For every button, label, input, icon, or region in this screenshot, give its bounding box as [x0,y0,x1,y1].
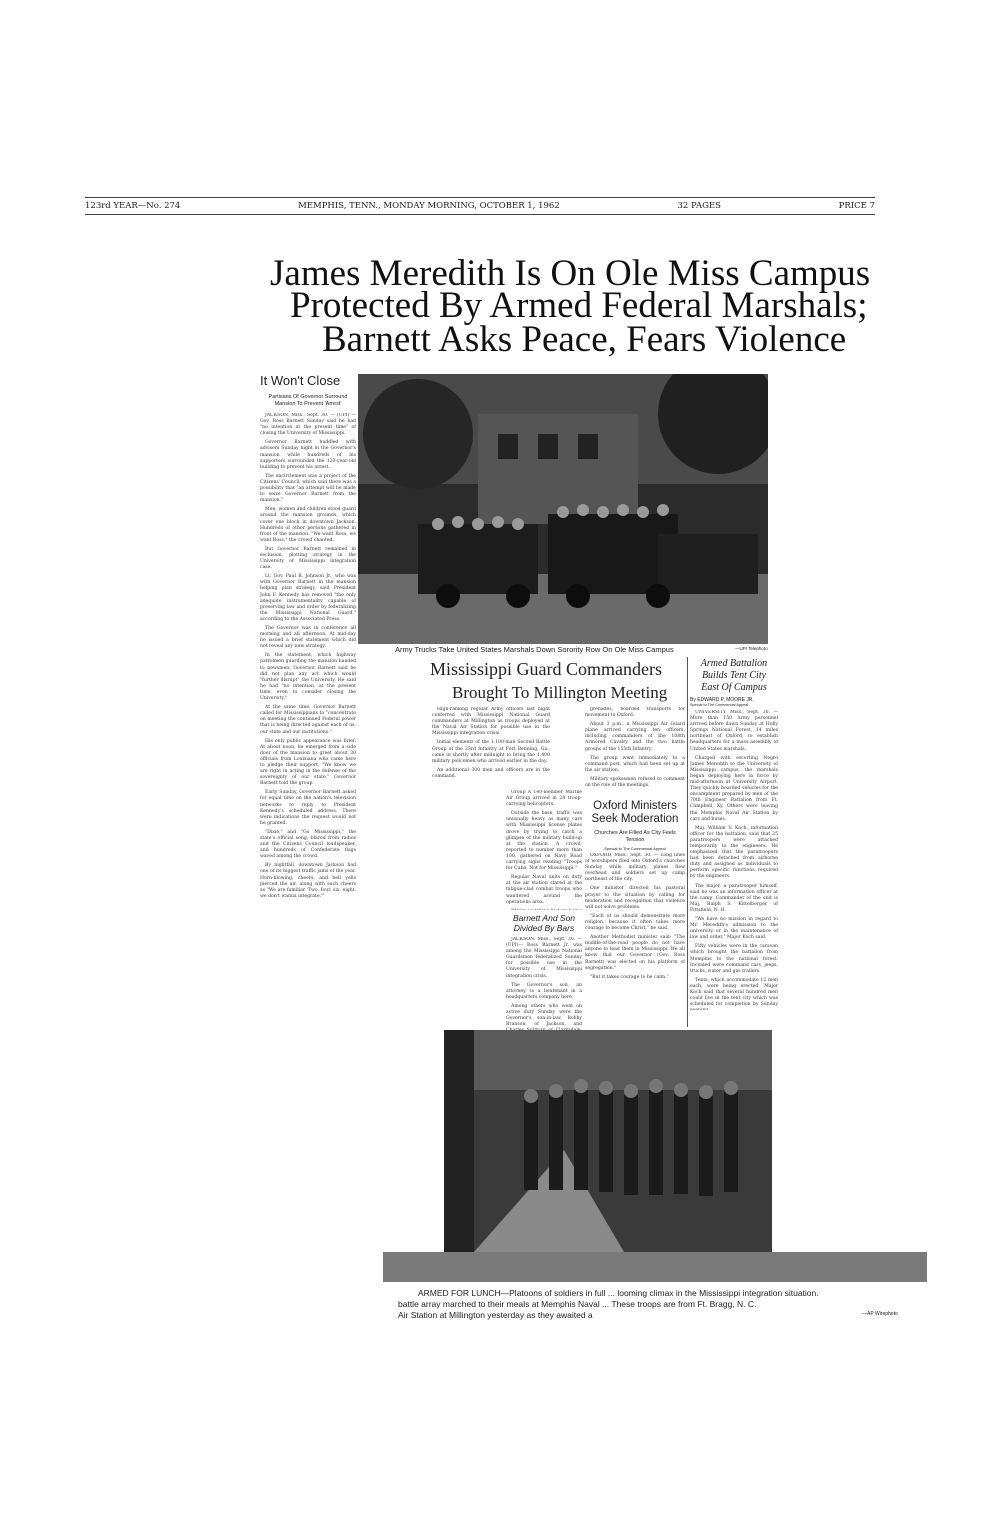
center-story-continued [506,790,582,910]
battalion-title-3: East Of Campus [701,682,767,693]
right-center-continued [585,707,685,797]
left-story [260,373,356,1093]
oxford-body [585,853,685,1013]
left-story-body [260,413,356,1093]
bottom-photo-caption-1: ARMED FOR LUNCH—Platoons of soldiers in full ... looming climax in the Mississippi integration situation. [418,1288,819,1298]
folio-place-date: MEMPHIS, TENN., MONDAY MORNING, OCTOBER 1, 1962 [298,201,560,211]
headline-line-1: James Meredith Is On Ole Miss Campus [270,253,871,294]
paragraph: The encirclement was a project of the Citizens' Council, which said there was a possibility that "an attempt will be made to seize Governor Barnett from the mansion." [260,473,356,504]
armed-battalion-story [690,658,778,1010]
paragraph: Governor Barnett huddled with advisers Sunday night in the Governor's mansion while hundreds of his supporters surrounded the 120-year-old building to prevent his arrest. [260,440,356,470]
paragraph: High-ranking regular Army officers last night conferred with Mississippi National Guard commanders at Millington as troops deployed at the Naval Air Station for possible use in the Mississippi integration crisis. [432,707,550,737]
paragraph: Early Sunday, Governor Barnett asked for equal time on the nation's television networks to reply to President Kennedy's scheduled address. There were indications the request would not be granted. [260,790,356,826]
paragraph: UNIVERSITY, Miss., Sept. 30. — More than 150 Army personnel arrived before dawn Sunday at Holly Springs National Forest, 14 miles northeast of Oxford, to establish headquarters for a mass assembly of United States marshals. [690,710,778,752]
paragraph: In the statement, which highway patrolmen guarding the mansion handed to newsmen, Governor Barnett said he did not plan any act which would "further disrupt" the University. He said he had "no intention, at the present time, even to consider closing the University." [260,653,356,702]
left-story-title: It Won't Close [260,373,341,388]
oxford-title-1: Oxford Ministers [593,800,677,812]
center-story-headline-1: Mississippi Guard Commanders [430,659,662,679]
paragraph: JACKSON, Miss., Sept. 30. —(UPI)— Ross Barnett Jr. was among the Mississippi National Guardsmen federalized Sunday for possible use in the University of Mississippi integration crisis. [506,937,582,979]
left-story-subtitle: Partisans Of Governor Surround Mansion To Prevent 'Arrest' [268,394,348,407]
headline-line-2: Protected By Armed Federal Marshals; [290,285,868,326]
center-story-headline-2: Brought To Millington Meeting [452,683,668,702]
trucks-photo-art [358,374,768,644]
paragraph: The major, a paratrooper himself, said he was an information officer at the camp. Commander of the unit is Maj. Ralph S. Kittelberger of Pittsfield, N. H. [690,883,778,913]
paragraph: At the same time, Governor Barnett called for Mississippians to "concentrate on meeting the continued Federal power that is being directed against each of us, our state and our institutions." [260,705,356,735]
paragraph: JACKSON, Miss., Sept. 30. — (UPI) — Gov. Ross Barnett Sunday said he had "no intention at the present time" of closing the University of Mississippi. [260,413,356,437]
paragraph: Tents, which accommodate 12 men each, were being erected. Major Koch said that several hundred men could live in the tent city which was scheduled for completion by Sunday [690,977,778,1008]
paragraph: Men, women and children stood guard around the mansion grounds, which cover one block in downtown Jackson. Hundreds of other persons gathered in front of the mansion. "We want Ross, we want Ross," the crowd chanted. [260,507,356,543]
paragraph: By nightfall, downtown Jackson had one of its biggest traffic jams of the year. Horn-blowing, cheers, and bell yells pierced the air, along with such cheers as "We are familiar 'Two, four, six, eight, we don't wanna integrate.'" [260,863,356,899]
folio-pages: 32 PAGES [677,201,721,211]
bottom-photo-credit: —AP Wirephoto [862,1311,898,1317]
paragraph: OXFORD, Miss., Sept. 30. — Long lines of worshipers filed into Oxford's churches Sunday while military planes flew overhead and soldiers set up camp northeast of the city. [585,853,685,883]
paragraph: Initial elements of the 1,100-man Second Battle Group of the 23rd Infantry at Fort Benning, Ga., came in shortly after midnight to bring the 1,400 military policemen who arrived earlier in the day. [432,740,550,764]
paragraph: Fifty vehicles were in the caravan which brought the battalion from Memphis to the national forest. Included were command cars, jeeps, trucks, water and gas trailers. [690,944,778,974]
paragraph: One minister directed his pastoral prayer to the situation by calling for moderation and recognition that violence will not solve problems. [585,886,685,910]
paragraph: About 3 p.m., a Mississippi Air Guard plane arrived carrying ten officers, including commanders of the 108th Armored Cavalry and the two battle groups of the 155th Infantry. [585,722,685,752]
photo-strip [383,1252,927,1282]
paragraph: An additional 300 men and officers are in the command. [432,767,550,779]
oxford-ministers-story [585,800,685,1013]
battalion-byline: By EDWARD P. MOORE JR. [690,697,754,703]
paragraph: Lt. Gov. Paul B. Johnson Jr., who was with Governor Barnett in the mansion helping plan strategy, said President John F. Kennedy has removed "the only adequate instrumentality capable of preserving law and order by federalizing the Mississippi National Guard," according to the Associated Press. [260,574,356,622]
paragraph: Another Methodist minister said: "The middle-of-the-road people do not have anyone to lead them in Mississippi. We all know that our Governor (Gov. Ross Barnett) was elected on his platform of segregation." [585,935,685,971]
paragraph: "Each of us should demonstrate more religion, because it often takes more courage to become Christ," he said. [585,913,685,932]
paragraph: grenades, boarded transports for movement to Oxford. [585,707,685,719]
folio-year: 123rd YEAR—No. 274 [85,201,181,211]
battalion-byline-sub: Special to The Commercial Appeal [690,703,749,707]
top-photo-credit: —UPI Telephoto [735,646,768,651]
paragraph: "Dixie," and "Go Mississippi," the state's official song, blared from radios and the Citizens Council loudspeaker, and hundreds of Confederate flags waved among the crowd. [260,829,356,860]
armed-for-lunch-photo [444,1030,772,1252]
paragraph: "But it takes courage to be calm." [590,974,669,980]
oxford-title-2: Seek Moderation [591,813,679,825]
center-story-body [432,707,550,797]
paragraph: The Governor's son, an attorney, is a lieutenant in a headquarters company here. [506,982,582,1000]
barnett-son-title: Barnett And Son Divided By Bars [512,913,576,933]
oxford-subtitle: Churches Are Filled As City Feels Tension [594,830,676,843]
paragraph: Maj. William V. Koch, information officer for the battalion, said that 25 paratroopers were attached temporarily to the engineers. He emphasized that the paratroopers had been detached from airborne duty and assigned as individuals to perform specific functions required by the engineers. [690,825,778,880]
headline-line-3: Barnett Asks Peace, Fears Violence [322,319,847,360]
paragraph: The Governor was in conference all morning and all afternoon. At mid-day he issued a brief statement which did not reveal any new strategy. [260,626,356,650]
bottom-photo-caption-2: battle array marched to their meals at Memphis Naval ... These troops are from Ft. Bragg, N. C. [398,1299,757,1309]
paragraph: "We have no mission in regard to Mr. Meredith's admission to the university or in the maintenance of law and order," Major Koch said. [690,917,778,941]
paragraph: Outside the base, traffic was unusually heavy as many cars with Mississippi license plates drove by trying to catch a glimpse of the military build-up at the station. A crowd, reported to number more than 100, gathered on Navy Road carrying signs reading "Troops for Cuba, Not for Mississippi." [506,811,582,872]
paragraph: Among others who went on active duty Sunday were the Governor's son-in-law, Bobby Branson, of Jackson, and [506,1003,582,1028]
soldiers-photo-art [444,1030,772,1252]
barnett-son-story [506,913,582,1037]
top-photo-caption: Army Trucks Take United States Marshals Down Sorority Row On Ole Miss Campus [395,645,674,654]
marshals-trucks-photo [358,374,768,644]
paragraph: His only public appearance was brief. At about noon, he emerged from a side door of the mansion to greet about 30 officials from Louisiana who came here to pledge their support. "We know we are right in acting in the defense of the sovereignty of our state," Governor Barnett told the group. [260,738,356,787]
bottom-photo-caption-3: Air Station at Millington yesterday as they awaited a [398,1310,593,1320]
barnett-son-body [506,937,582,1037]
paragraph: Regular Naval units on duty at the air station stared at the fatigue-clad combat troops who wandered around the operations area. [506,875,582,905]
battalion-title-2: Builds Tent City [701,670,767,681]
battalion-body [690,710,778,1010]
paragraph: Group A 140-member Marine Air Group arrived in 28 troop-carrying helicopters. [506,790,582,808]
oxford-byline: Special to The Commercial Appeal [604,846,666,851]
paragraph: But Governor Barnett remained in seclusion, plotting strategy in the University of Mississippi integration case. [260,546,356,571]
paragraph: Military spokesmen refused to comment on the role of the meetings. [585,776,685,789]
paragraph [506,909,582,910]
folio-price: PRICE 7 [838,201,875,211]
paragraph: Charged with escorting Negro James Meredith to the University of Mississippi campus, the marshals began deploying here in force by mid-afternoon at University Airport. They quickly boarded vehicles for the encampment prepared by men of the 70th Engineer Battalion from Ft. Campbell, Ky. Others were leaving the Memphis Naval Air Station by cars and buses. [690,755,778,822]
folio-line [85,197,875,215]
column-rule [687,657,688,1027]
paragraph: The group went immediately to a command post, which had been set up at the air station. [585,755,685,773]
battalion-title-1: Armed Battalion [700,658,768,669]
